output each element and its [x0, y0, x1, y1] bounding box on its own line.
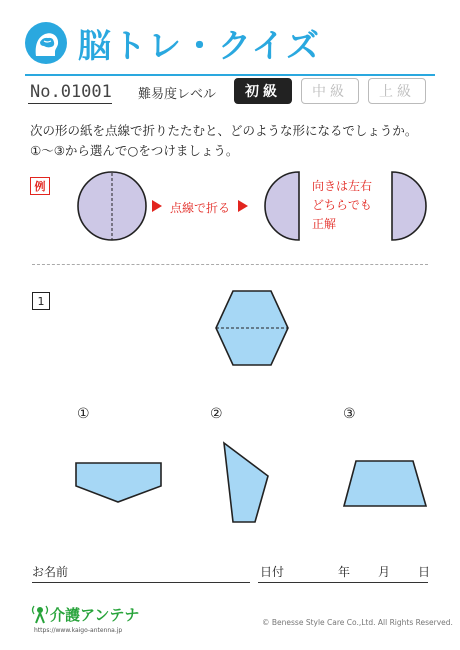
name-field-line[interactable]	[32, 582, 250, 583]
example-note-line-2: どちらでも	[312, 198, 372, 212]
year-label: 年	[338, 565, 351, 579]
day-label: 日	[418, 565, 431, 579]
arrow-right-icon	[238, 200, 248, 212]
copyright: © Benesse Style Care Co.,Ltd. All Rights Reserved.	[262, 618, 453, 627]
example-half-right	[390, 170, 430, 244]
example-note-line-1: 向きは左右	[312, 179, 373, 193]
month-label: 月	[378, 565, 391, 579]
header-rule	[25, 74, 435, 76]
name-label: お名前	[32, 565, 69, 579]
fold-instruction-label: 点線で折る	[170, 201, 231, 215]
option-3-label[interactable]: ③	[343, 406, 356, 422]
example-note-line-3: 正解	[312, 217, 337, 231]
instruction-line-1: 次の形の紙を点線で折りたたむと、どのような形になるでしょうか。	[30, 123, 418, 138]
example-note	[312, 177, 392, 234]
option-3-shape[interactable]	[342, 458, 430, 510]
date-label: 日付	[260, 565, 285, 579]
level-intermediate-badge: 中級	[301, 78, 359, 104]
brand-logo-text: 介護アンテナ	[50, 606, 140, 624]
option-2-shape[interactable]	[220, 440, 274, 526]
brain-head-icon	[25, 22, 67, 64]
example-circle	[78, 172, 146, 240]
brand-url: https://www.kaigo-antenna.jp	[34, 627, 123, 634]
example-badge: 例	[30, 177, 50, 195]
difficulty-label: 難易度レベル	[138, 87, 217, 102]
option-1-label[interactable]: ①	[77, 406, 90, 422]
instructions	[30, 121, 440, 161]
option-2-label[interactable]: ②	[210, 406, 223, 422]
level-advanced-badge: 上級	[368, 78, 426, 104]
option-1-shape[interactable]	[74, 460, 164, 506]
arrow-right-icon	[152, 200, 162, 212]
section-separator	[32, 264, 428, 265]
quiz-number-underline	[28, 103, 112, 104]
quiz-number: No.01001	[30, 82, 112, 102]
level-beginner-badge: 初級	[234, 78, 292, 104]
antenna-logo-icon	[30, 604, 50, 624]
page-title: 脳トレ・クイズ	[78, 26, 322, 65]
question-hexagon	[214, 290, 290, 370]
instruction-line-2: ①〜③から選んで○をつけましょう。	[30, 143, 239, 158]
question-number-badge: 1	[32, 292, 50, 310]
example-half-left	[265, 172, 299, 240]
date-field-line[interactable]	[258, 582, 428, 583]
